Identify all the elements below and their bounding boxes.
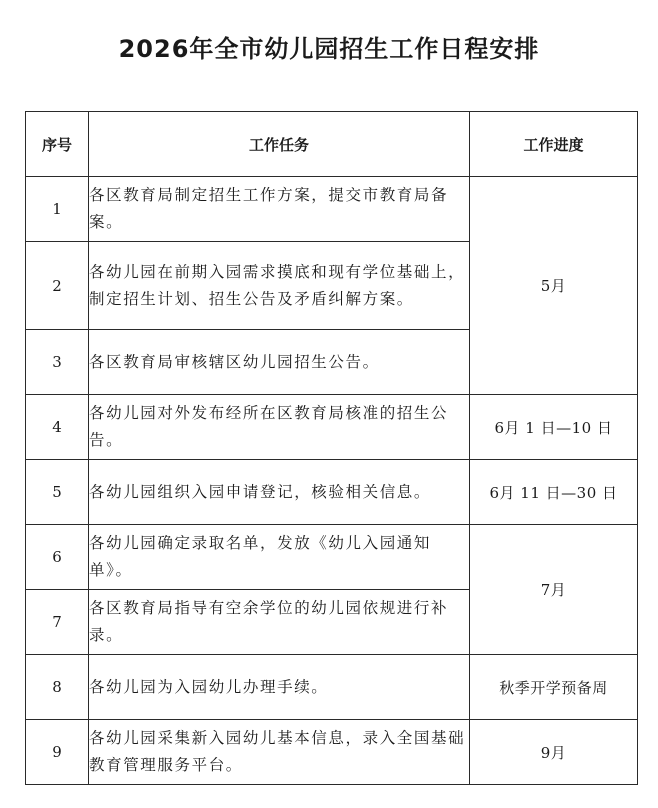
row-task: 各区教育局制定招生工作方案，提交市教育局备案。 bbox=[89, 177, 470, 242]
table-row bbox=[26, 177, 638, 242]
row-number: 8 bbox=[26, 655, 89, 720]
row-task: 各幼儿园采集新入园幼儿基本信息，录入全国基础教育管理服务平台。 bbox=[89, 720, 470, 785]
table-row bbox=[26, 395, 638, 460]
row-number: 6 bbox=[26, 525, 89, 590]
row-number: 7 bbox=[26, 590, 89, 655]
row-task: 各幼儿园对外发布经所在区教育局核准的招生公告。 bbox=[89, 395, 470, 460]
header-progress: 工作进度 bbox=[470, 112, 638, 177]
row-number: 9 bbox=[26, 720, 89, 785]
header-no: 序号 bbox=[26, 112, 89, 177]
row-number: 4 bbox=[26, 395, 89, 460]
row-progress: 6月 11 日—30 日 bbox=[470, 460, 638, 525]
header-task: 工作任务 bbox=[89, 112, 470, 177]
row-progress: 5月 bbox=[470, 177, 638, 395]
table-row bbox=[26, 720, 638, 785]
table-header-row bbox=[26, 112, 638, 177]
row-task: 各幼儿园为入园幼儿办理手续。 bbox=[89, 655, 470, 720]
row-progress: 6月 1 日—10 日 bbox=[470, 395, 638, 460]
row-number: 1 bbox=[26, 177, 89, 242]
row-number: 5 bbox=[26, 460, 89, 525]
row-progress: 9月 bbox=[470, 720, 638, 785]
row-task: 各幼儿园组织入园申请登记，核验相关信息。 bbox=[89, 460, 470, 525]
row-task: 各区教育局审核辖区幼儿园招生公告。 bbox=[89, 330, 470, 395]
schedule-table bbox=[25, 111, 638, 785]
row-task: 各幼儿园在前期入园需求摸底和现有学位基础上，制定招生计划、招生公告及矛盾纠解方案。 bbox=[89, 242, 470, 330]
table-row bbox=[26, 655, 638, 720]
row-number: 2 bbox=[26, 242, 89, 330]
row-task: 各区教育局指导有空余学位的幼儿园依规进行补录。 bbox=[89, 590, 470, 655]
row-progress: 秋季开学预备周 bbox=[470, 655, 638, 720]
page-title: 2026年全市幼儿园招生工作日程安排 bbox=[118, 35, 540, 63]
table-row bbox=[26, 525, 638, 590]
row-task: 各幼儿园确定录取名单，发放《幼儿入园通知单》。 bbox=[89, 525, 470, 590]
row-progress: 7月 bbox=[470, 525, 638, 655]
table-row bbox=[26, 460, 638, 525]
row-number: 3 bbox=[26, 330, 89, 395]
